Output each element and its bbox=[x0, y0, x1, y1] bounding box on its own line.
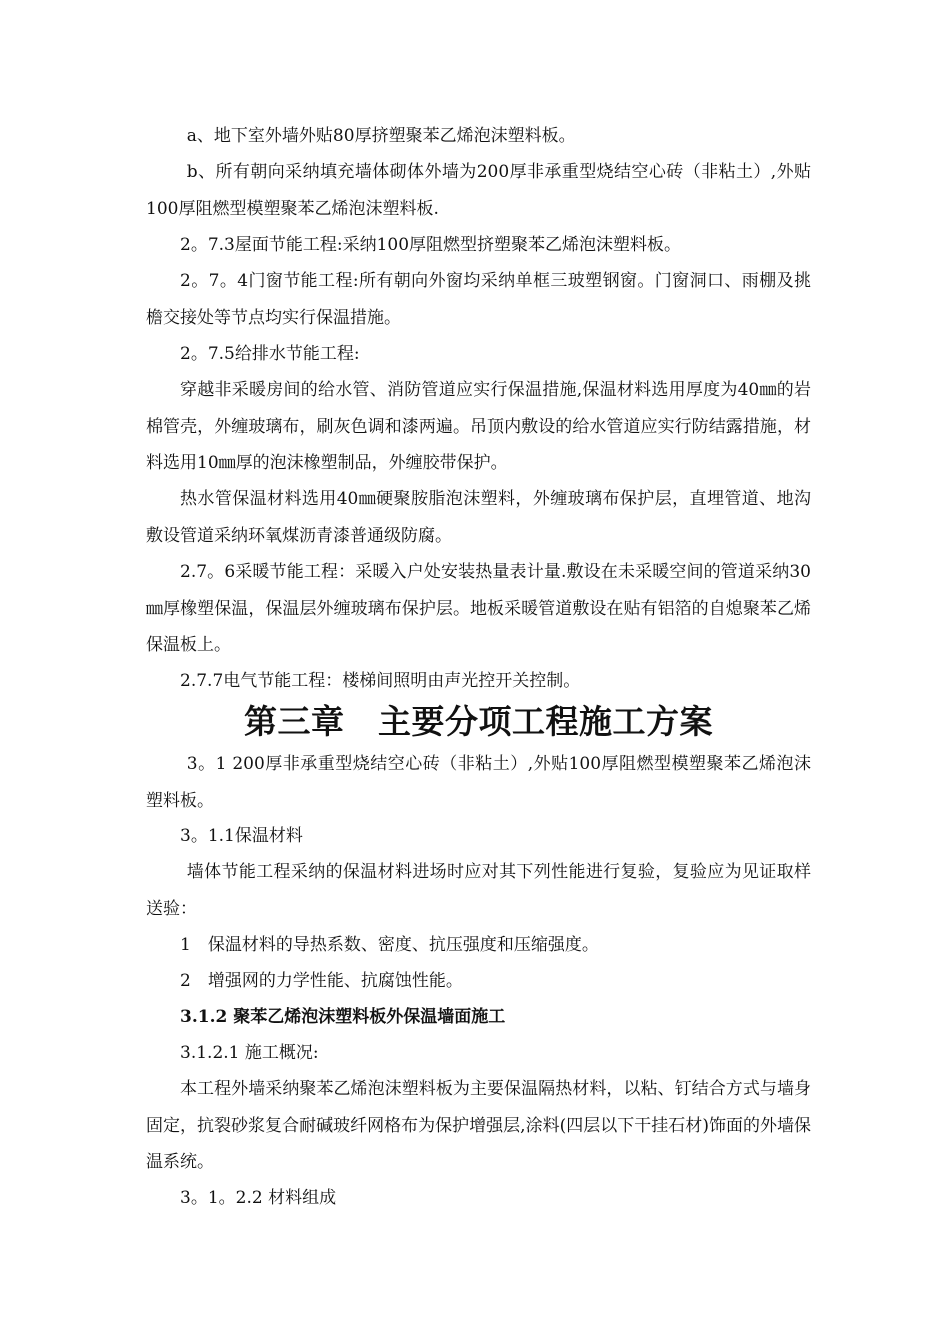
paragraph-2-7-3: 2。7.3屋面节能工程:采纳100厚阻燃型挤塑聚苯乙烯泡沫塑料板。 bbox=[180, 235, 682, 255]
subsection-heading-3-1-2: 3.1.2 聚苯乙烯泡沫塑料板外保温墙面施工 bbox=[180, 1007, 506, 1027]
paragraph-hot-water: 热水管保温材料选用40㎜硬聚胺脂泡沫塑料，外缠玻璃布保护层，直埋管道、地沟敷设管道采纳环氧煤沥青漆普通级防腐。 bbox=[146, 489, 811, 546]
paragraph-2-7-6: 2.7。6采暖节能工程：采暖入户处安装热量表计量.敷设在未采暖空间的管道采纳30㎜厚橡塑保温，保温层外缠玻璃布保护层。地板采暖管道敷设在贴有铝箔的自熄聚苯乙烯保温板上。 bbox=[146, 562, 811, 655]
paragraph-2-7-5: 2。7.5给排水节能工程: bbox=[180, 344, 360, 364]
paragraph-3-1-1: 3。1.1保温材料 bbox=[180, 826, 303, 846]
chapter-title: 第三章 主要分项工程施工方案 bbox=[244, 702, 713, 741]
paragraph-insulation-review: 墙体节能工程采纳的保温材料进场时应对其下列性能进行复验，复验应为见证取样送验： bbox=[146, 862, 811, 919]
paragraph-b: b、所有朝向采纳填充墙体砌体外墙为200厚非承重型烧结空心砖（非粘土）,外贴100厚阻燃型模塑聚苯乙烯泡沫塑料板. bbox=[146, 162, 811, 219]
paragraph-water-pipes: 穿越非采暖房间的给水管、消防管道应实行保温措施,保温材料选用厚度为40㎜的岩棉管壳，外缠玻璃布，刷灰色调和漆两遍。吊顶内敷设的给水管道应实行防结露措施，材料选用10㎜厚的泡沫橡塑制品，外缠胶带保护。 bbox=[146, 380, 811, 473]
paragraph-overview: 本工程外墙采纳聚苯乙烯泡沫塑料板为主要保温隔热材料，以粘、钉结合方式与墙身固定，抗裂砂浆复合耐碱玻纤网格布为保护增强层,涂料(四层以下干挂石材)饰面的外墙保温系统。 bbox=[146, 1079, 811, 1172]
list-item-2: 2 增强网的力学性能、抗腐蚀性能。 bbox=[180, 971, 463, 991]
paragraph-2-7-7: 2.7.7电气节能工程：楼梯间照明由声光控开关控制。 bbox=[180, 671, 581, 691]
paragraph-3-1-2-1: 3.1.2.1 施工概况: bbox=[180, 1043, 319, 1063]
list-item-1: 1 保温材料的导热系数、密度、抗压强度和压缩强度。 bbox=[180, 935, 599, 955]
paragraph-3-1-2-2: 3。1。2.2 材料组成 bbox=[180, 1188, 337, 1208]
paragraph-a: a、地下室外墙外贴80厚挤塑聚苯乙烯泡沫塑料板。 bbox=[186, 126, 576, 146]
paragraph-2-7-4: 2。7。4门窗节能工程:所有朝向外窗均采纳单框三玻塑钢窗。门窗洞口、雨棚及挑檐交接处等节点均实行保温措施。 bbox=[146, 271, 811, 328]
paragraph-3-1: 3。1 200厚非承重型烧结空心砖（非粘土）,外贴100厚阻燃型模塑聚苯乙烯泡沫塑料板。 bbox=[146, 754, 811, 811]
